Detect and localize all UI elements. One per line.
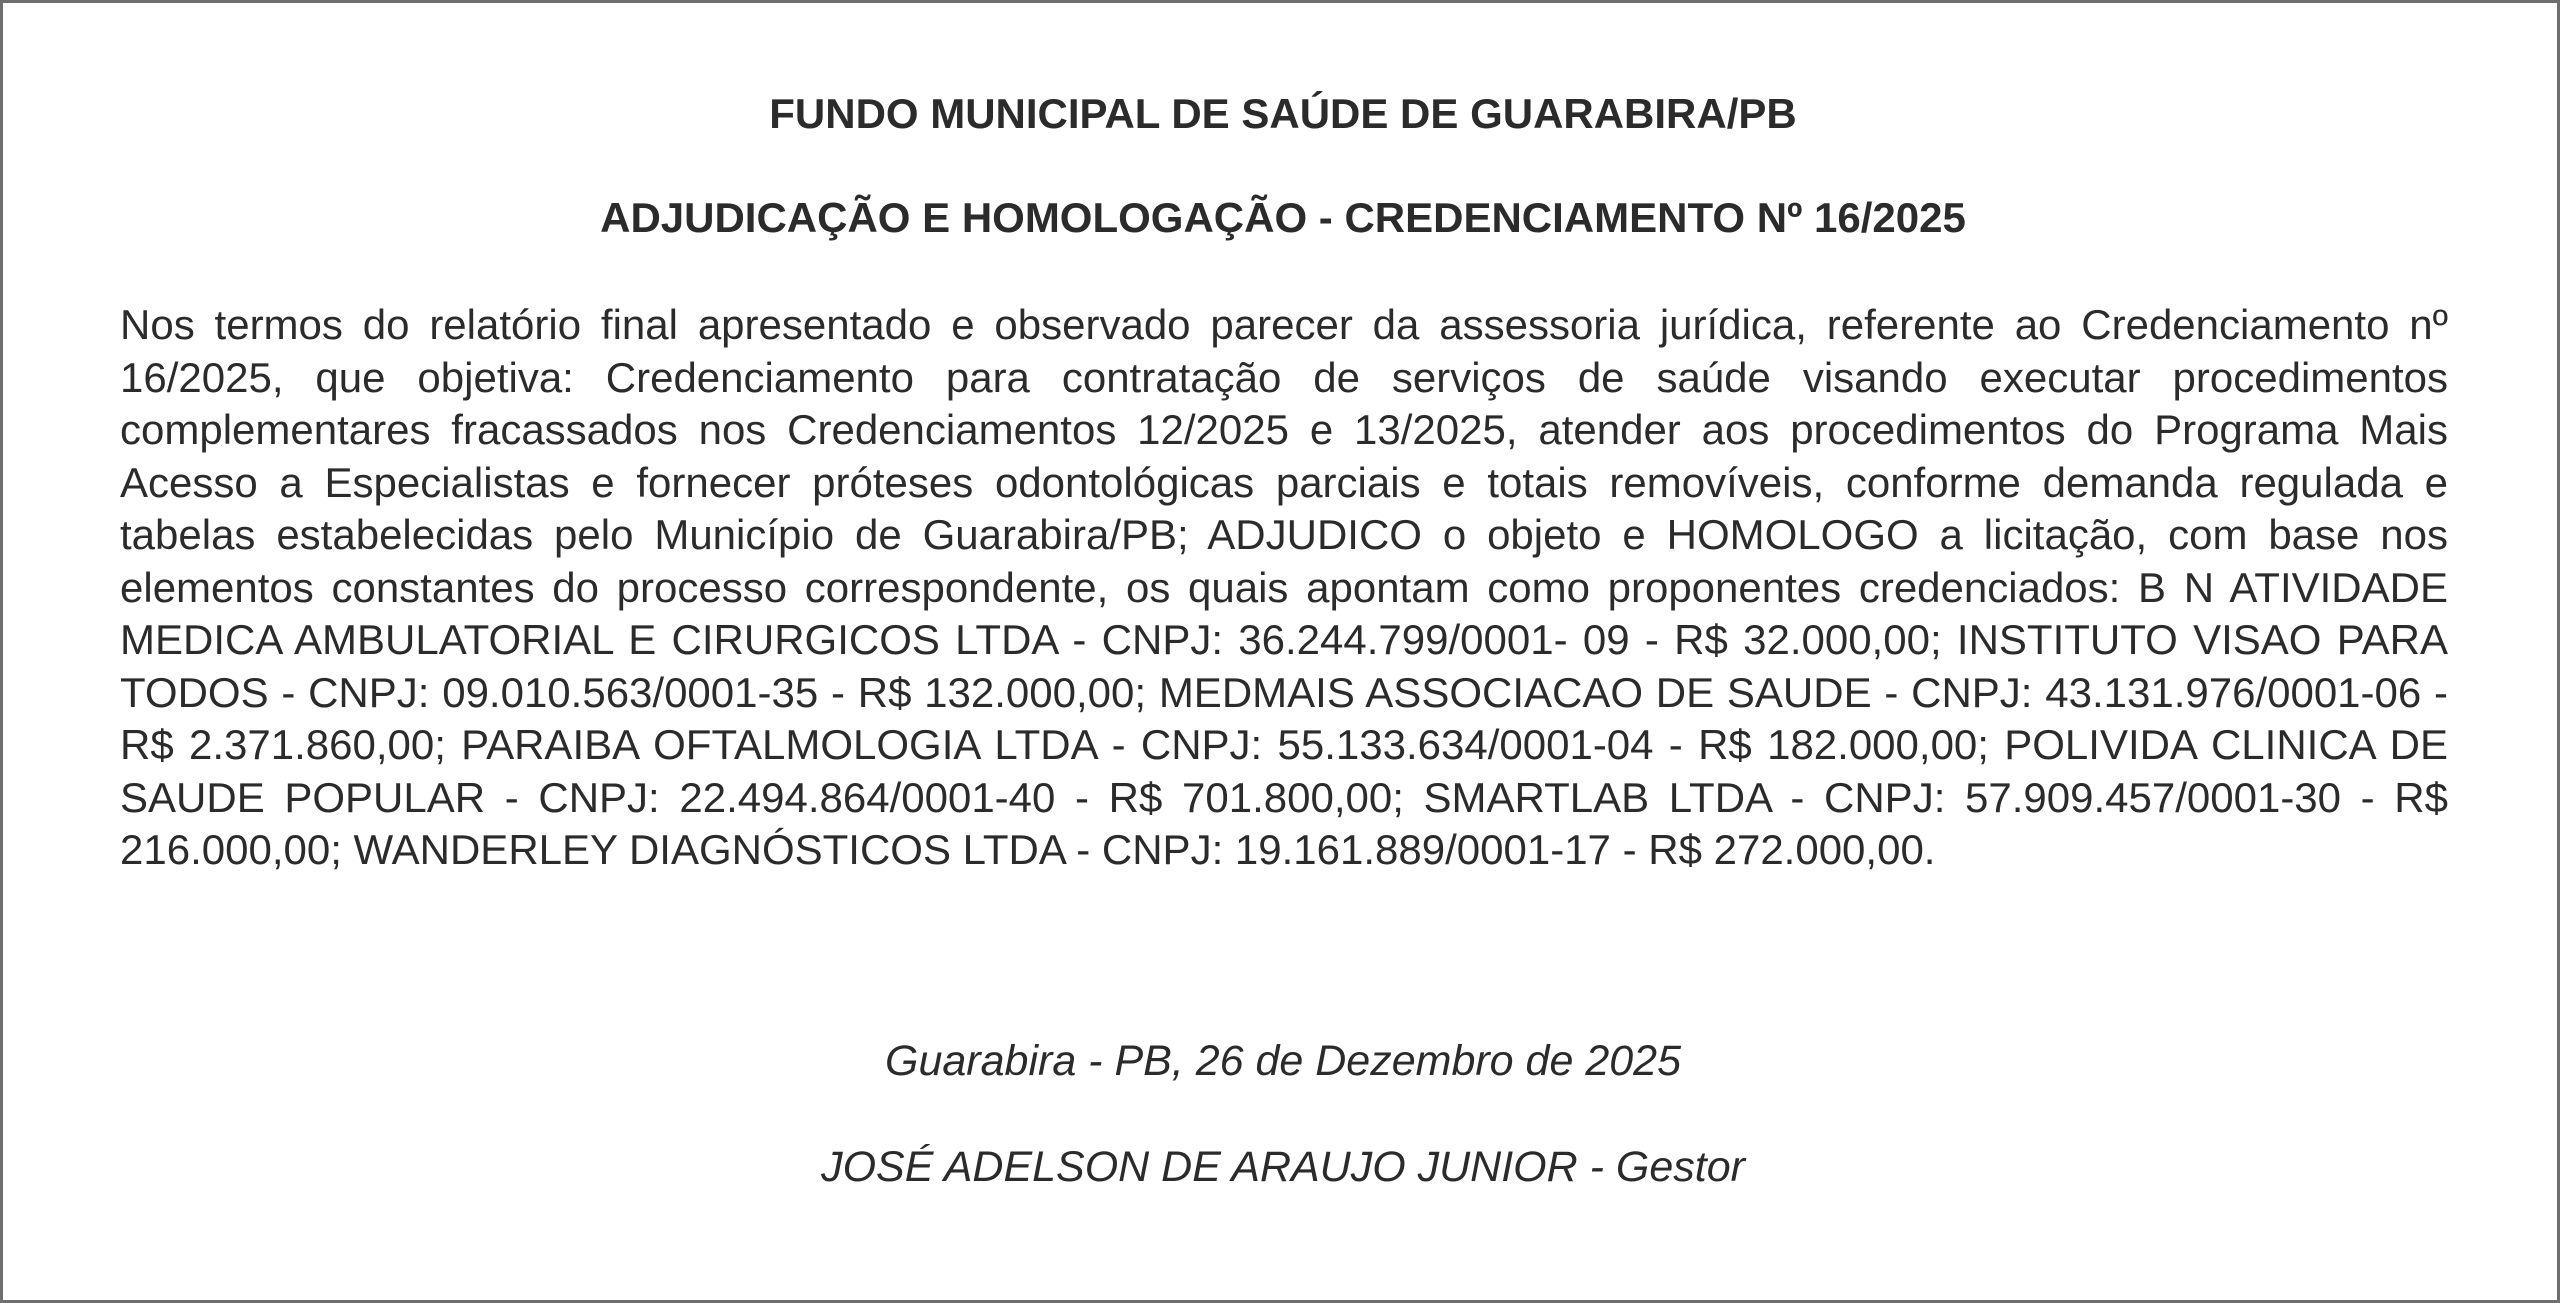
notice-body: Nos termos do relatório final apresentado e observado parecer da assessoria jurídica, referente ao Credenciamento nº 16/2025, que objetiva: Credenciamento para contratação de serviços de saúde visando executar procedimentos complementares fracassados nos Credenciamentos 12/2025 e 13/2025, atender aos procedimentos do Programa Mais Acesso a Especialistas e fornecer próteses odontológicas parciais e totais removíveis, conforme demanda regulada e tabelas estabelecidas pelo Município de Guarabira/PB; ADJUDICO o objeto e HOMOLOGO a licitação, com base nos elementos constantes do processo correspondente, os quais apontam como proponentes credenciados: B N ATIVIDADE MEDICA AMBULATORIAL E CIRURGICOS LTDA - CNPJ: 36.244.799/0001- 09 - R$ 32.000,00; INSTITUTO VISAO PARA TODOS - CNPJ: 09.010.563/0001-35 - R$ 132.000,00; MEDMAIS ASSOCIACAO DE SAUDE - CNPJ: 43.131.976/0001-06 - R$ 2.371.860,00; PARAIBA OFTALMOLOGIA LTDA - CNPJ: 55.133.634/0001-04 - R$ 182.000,00; POLIVIDA CLINICA DE SAUDE POPULAR - CNPJ: 22.494.864/0001-40 - R$ 701.800,00; SMARTLAB LTDA - CNPJ: 57.909.457/0001-30 - R$ 216.000,00; WANDERLEY DIAGNÓSTICOS LTDA - CNPJ: 19.161.889/0001-17 - R$ 272.000,00. bbox=[120, 301, 2448, 873]
signature: JOSÉ ADELSON DE ARAUJO JUNIOR - Gestor bbox=[821, 1143, 1745, 1191]
notice-title: FUNDO MUNICIPAL DE SAÚDE DE GUARABIRA/PB bbox=[769, 90, 1797, 137]
place-date: Guarabira - PB, 26 de Dezembro de 2025 bbox=[885, 1037, 1681, 1085]
notice-subtitle: ADJUDICAÇÃO E HOMOLOGAÇÃO - CREDENCIAMENTO Nº 16/2025 bbox=[600, 194, 1966, 241]
